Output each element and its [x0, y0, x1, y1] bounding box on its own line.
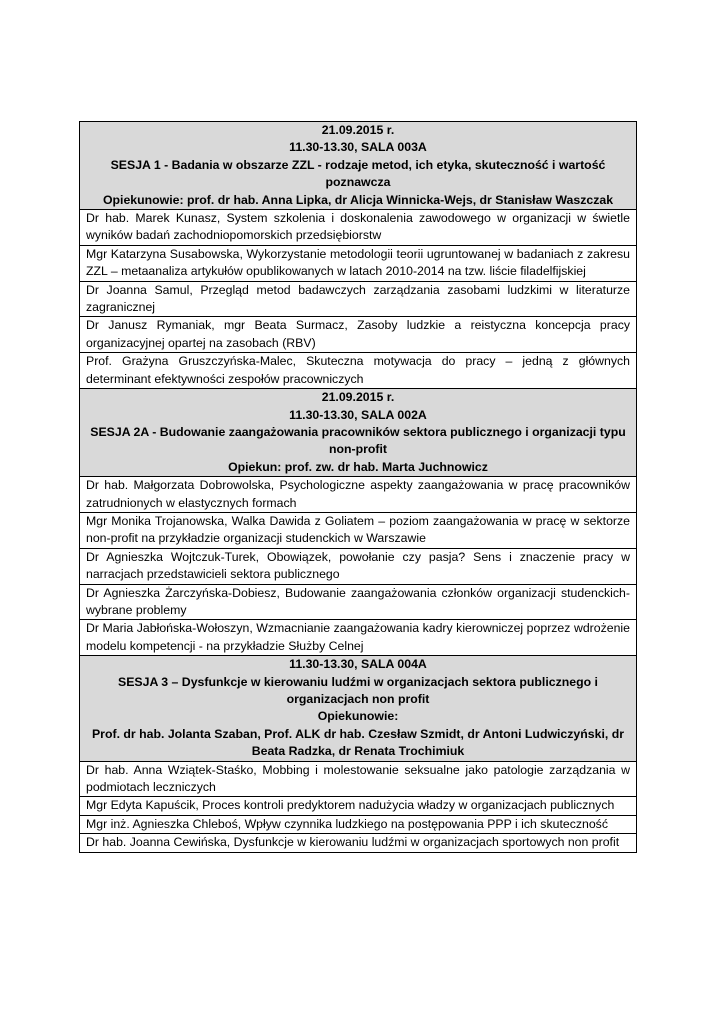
session-date: 21.09.2015 r. — [321, 123, 395, 137]
session-header-cell — [80, 122, 637, 210]
talk-entry: Dr hab. Anna Wziątek-Staśko, Mobbing i molestowanie seksualne jako patologie zarządzania w podmiotach leczniczych — [80, 761, 637, 797]
talk-row — [80, 584, 637, 620]
talk-row — [80, 353, 637, 389]
session-header-cell — [80, 389, 637, 477]
talk-row — [80, 512, 637, 548]
talk-entry: Dr Maria Jabłońska-Wołoszyn, Wzmacnianie zaangażowania kadry kierowniczej poprzez wdrożenie modelu kompetencji - na przykładzie Służby Celnej — [80, 620, 637, 656]
talk-row — [80, 317, 637, 353]
talk-row — [80, 548, 637, 584]
talk-entry: Prof. Grażyna Gruszczyńska-Malec, Skuteczna motywacja do pracy – jedną z głównych determinant efektywności zespołów pracowniczych — [80, 353, 637, 389]
session-3-header — [80, 656, 637, 761]
talk-row — [80, 797, 637, 815]
session-header-cell — [80, 656, 637, 761]
session-chairs: Prof. dr hab. Jolanta Szaban, Prof. ALK dr hab. Czesław Szmidt, dr Antoni Ludwiczyński, dr Beata Radzka, dr Renata Trochimiuk — [91, 726, 624, 759]
schedule-body — [80, 122, 637, 853]
talk-row — [80, 620, 637, 656]
session-time-room: 11.30-13.30, SALA 002A — [289, 407, 427, 422]
session-title: SESJA 3 – Dysfunkcje w kierowaniu ludźmi w organizacjach sektora publicznego i organizacjach non profit — [118, 674, 598, 706]
talk-entry: Dr hab. Joanna Cewińska, Dysfunkcje w kierowaniu ludźmi w organizacjach sportowych non profit — [80, 834, 637, 852]
session-chairs: Opiekunowie: prof. dr hab. Anna Lipka, dr Alicja Winnicka-Wejs, dr Stanisław Waszczak — [102, 192, 614, 207]
talk-entry: Dr hab. Małgorzata Dobrowolska, Psychologiczne aspekty zaangażowania w pracę pracowników zatrudnionych w elastycznych formach — [80, 477, 637, 513]
session-time-room: 11.30-13.30, SALA 003A — [289, 140, 427, 155]
talk-entry: Mgr Katarzyna Susabowska, Wykorzystanie metodologii teorii ugruntowanej w badaniach z zakresu ZZL – metaanaliza artykułów opublikowanych w latach 2010-2014 na tzw. liście filadelfijskiej — [80, 245, 637, 281]
talk-row — [80, 210, 637, 246]
talk-entry: Dr hab. Marek Kunasz, System szkolenia i doskonalenia zawodowego w organizacji w świetle wyników badań zachodniopomorskich przedsiębiorstw — [80, 210, 637, 246]
talk-entry: Mgr Edyta Kapuścik, Proces kontroli predyktorem nadużycia władzy w organizacjach publicznych — [80, 797, 637, 815]
session-2a-header — [80, 389, 637, 477]
talk-entry: Mgr inż. Agnieszka Chleboś, Wpływ czynnika ludzkiego na postępowania PPP i ich skuteczność — [80, 815, 637, 833]
session-date: 21.09.2015 r. — [321, 390, 395, 405]
talk-row — [80, 477, 637, 513]
session-title: SESJA 2A - Budowanie zaangażowania pracowników sektora publicznego i organizacji typu non-profit — [90, 424, 626, 457]
talk-row — [80, 815, 637, 833]
session-time-room: 11.30-13.30, SALA 004A — [289, 657, 427, 672]
talk-entry: Dr Janusz Rymaniak, mgr Beata Surmacz, Zasoby ludzkie a reistyczna koncepcja pracy organizacyjnej opartej na zasobach (RBV) — [80, 317, 637, 353]
talk-row — [80, 245, 637, 281]
talk-entry: Dr Joanna Samul, Przegląd metod badawczych zarządzania zasobami ludzkimi w literaturze zagranicznej — [80, 281, 637, 317]
conference-schedule-table — [79, 121, 637, 853]
session-1-header — [80, 122, 637, 210]
talk-row — [80, 834, 637, 852]
talk-entry: Dr Agnieszka Wojtczuk-Turek, Obowiązek, powołanie czy pasja? Sens i znaczenie pracy w narracjach przedstawicieli sektora publicznego — [80, 548, 637, 584]
talk-row — [80, 761, 637, 797]
talk-entry: Mgr Monika Trojanowska, Walka Dawida z Goliatem – poziom zaangażowania w pracę w sektorze non-profit na przykładzie organizacji studenckich w Warszawie — [80, 512, 637, 548]
talk-row — [80, 281, 637, 317]
session-chairs-label: Opiekunowie: — [317, 709, 399, 724]
session-chairs: Opiekun: prof. zw. dr hab. Marta Juchnowicz — [228, 459, 488, 474]
talk-entry: Dr Agnieszka Żarczyńska-Dobiesz, Budowanie zaangażowania członków organizacji studenckich- wybrane problemy — [80, 584, 637, 620]
session-title: SESJA 1 - Badania w obszarze ZZL - rodzaje metod, ich etyka, skuteczność i wartość poznawcza — [110, 157, 606, 190]
